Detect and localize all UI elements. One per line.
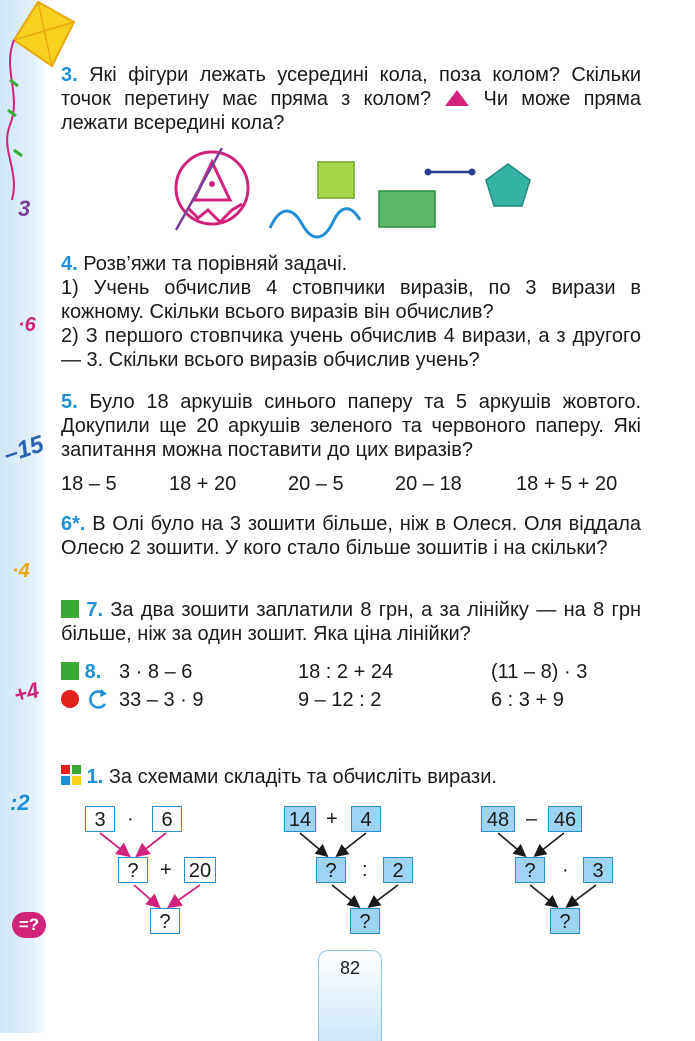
scheme-box: ?: [350, 908, 380, 934]
expression: 6 : 3 + 9: [491, 689, 564, 711]
expression: 18 + 20: [169, 473, 237, 495]
task5-number: 5.: [61, 391, 78, 413]
expression: 20 – 18: [395, 473, 462, 495]
scheme-box: 6: [152, 806, 182, 832]
margin-decor-4: ·4: [12, 560, 30, 582]
group1-text: За схемами складіть та обчисліть вирази.: [108, 766, 497, 788]
task6-number: 6*.: [61, 513, 86, 535]
scheme-box: 46: [548, 806, 582, 832]
scheme-box: ?: [550, 908, 580, 934]
task3-text: Які фігури лежать усередині кола, поза колом? Скільки точок перетину має пряма з колом?: [61, 64, 641, 110]
margin-decor-eq: =?: [12, 912, 46, 938]
expression: 18 + 5 + 20: [516, 473, 618, 495]
scheme-box: 3: [85, 806, 115, 832]
margin-decor-div2: :2: [10, 790, 30, 815]
scheme-operator: ·: [562, 859, 569, 881]
scheme-box: ?: [316, 857, 346, 883]
expression: (11 – 8) · 3: [491, 661, 588, 683]
scheme-box: ?: [150, 908, 180, 934]
task4-title-text: Розв’яжи та порівняй задачі.: [83, 253, 348, 275]
scheme-operator: :: [362, 859, 368, 881]
task6-text: В Олі було на 3 зошити більше, ніж в Олеся. Оля віддала Олесю 2 зошити. У кого стало більше зошитів і на скільки?: [61, 513, 641, 559]
task4-part1: 1) Учень обчислив 4 стовпчики виразів, по 3 вирази в кожному. Скільки всього виразів він обчислив?: [61, 277, 641, 323]
scheme-box: ?: [515, 857, 545, 883]
expression: 9 – 12 : 2: [298, 689, 382, 711]
task7-text: За два зошити заплатили 8 грн, а за лінійку — на 8 грн більше, ніж за один зошит. Яка ціна лінійки?: [61, 599, 641, 645]
task7-number: 7.: [86, 599, 104, 621]
margin-decor-plus4: +4: [11, 677, 42, 708]
expression: 20 – 5: [288, 473, 344, 495]
margin-decor-15: –15: [0, 430, 48, 469]
scheme-box: 4: [351, 806, 381, 832]
margin-decor-3: 3: [18, 196, 31, 221]
expression: 18 : 2 + 24: [298, 661, 394, 683]
task4-number: 4.: [61, 253, 78, 275]
scheme-box: ?: [118, 857, 148, 883]
task8-number: 8.: [84, 661, 102, 683]
scheme-box: 3: [583, 857, 613, 883]
scheme-box: 48: [481, 806, 515, 832]
expression: 18 – 5: [61, 473, 117, 495]
margin-decor-6: ·6: [18, 314, 36, 336]
scheme-box: 20: [184, 857, 216, 883]
task5-text: Було 18 аркушів синього паперу та 5 аркушів жовтого. Докупили ще 20 аркушів зеленого та червоного паперу. Які запитання можна поставити до цих виразів?: [61, 391, 641, 461]
expression: 3 · 8 – 6: [119, 661, 193, 683]
scheme-operator: +: [326, 808, 338, 830]
scheme-operator: ·: [127, 808, 134, 830]
expression: 33 – 3 · 9: [119, 689, 204, 711]
task4-part2: 2) З першого стовпчика учень обчислив 4 вирази, а з другого — 3. Скільки всього виразів обчислив учень?: [61, 325, 641, 371]
scheme-box: 14: [284, 806, 316, 832]
scheme-operator: +: [160, 859, 172, 881]
task3-number: 3.: [61, 64, 78, 86]
group1-number: 1.: [86, 766, 104, 788]
page-number: 82: [318, 950, 382, 1041]
task3-text-b: Чи може пряма лежати всередині кола?: [61, 88, 642, 134]
scheme-operator: –: [526, 808, 538, 830]
scheme-box: 2: [383, 857, 413, 883]
